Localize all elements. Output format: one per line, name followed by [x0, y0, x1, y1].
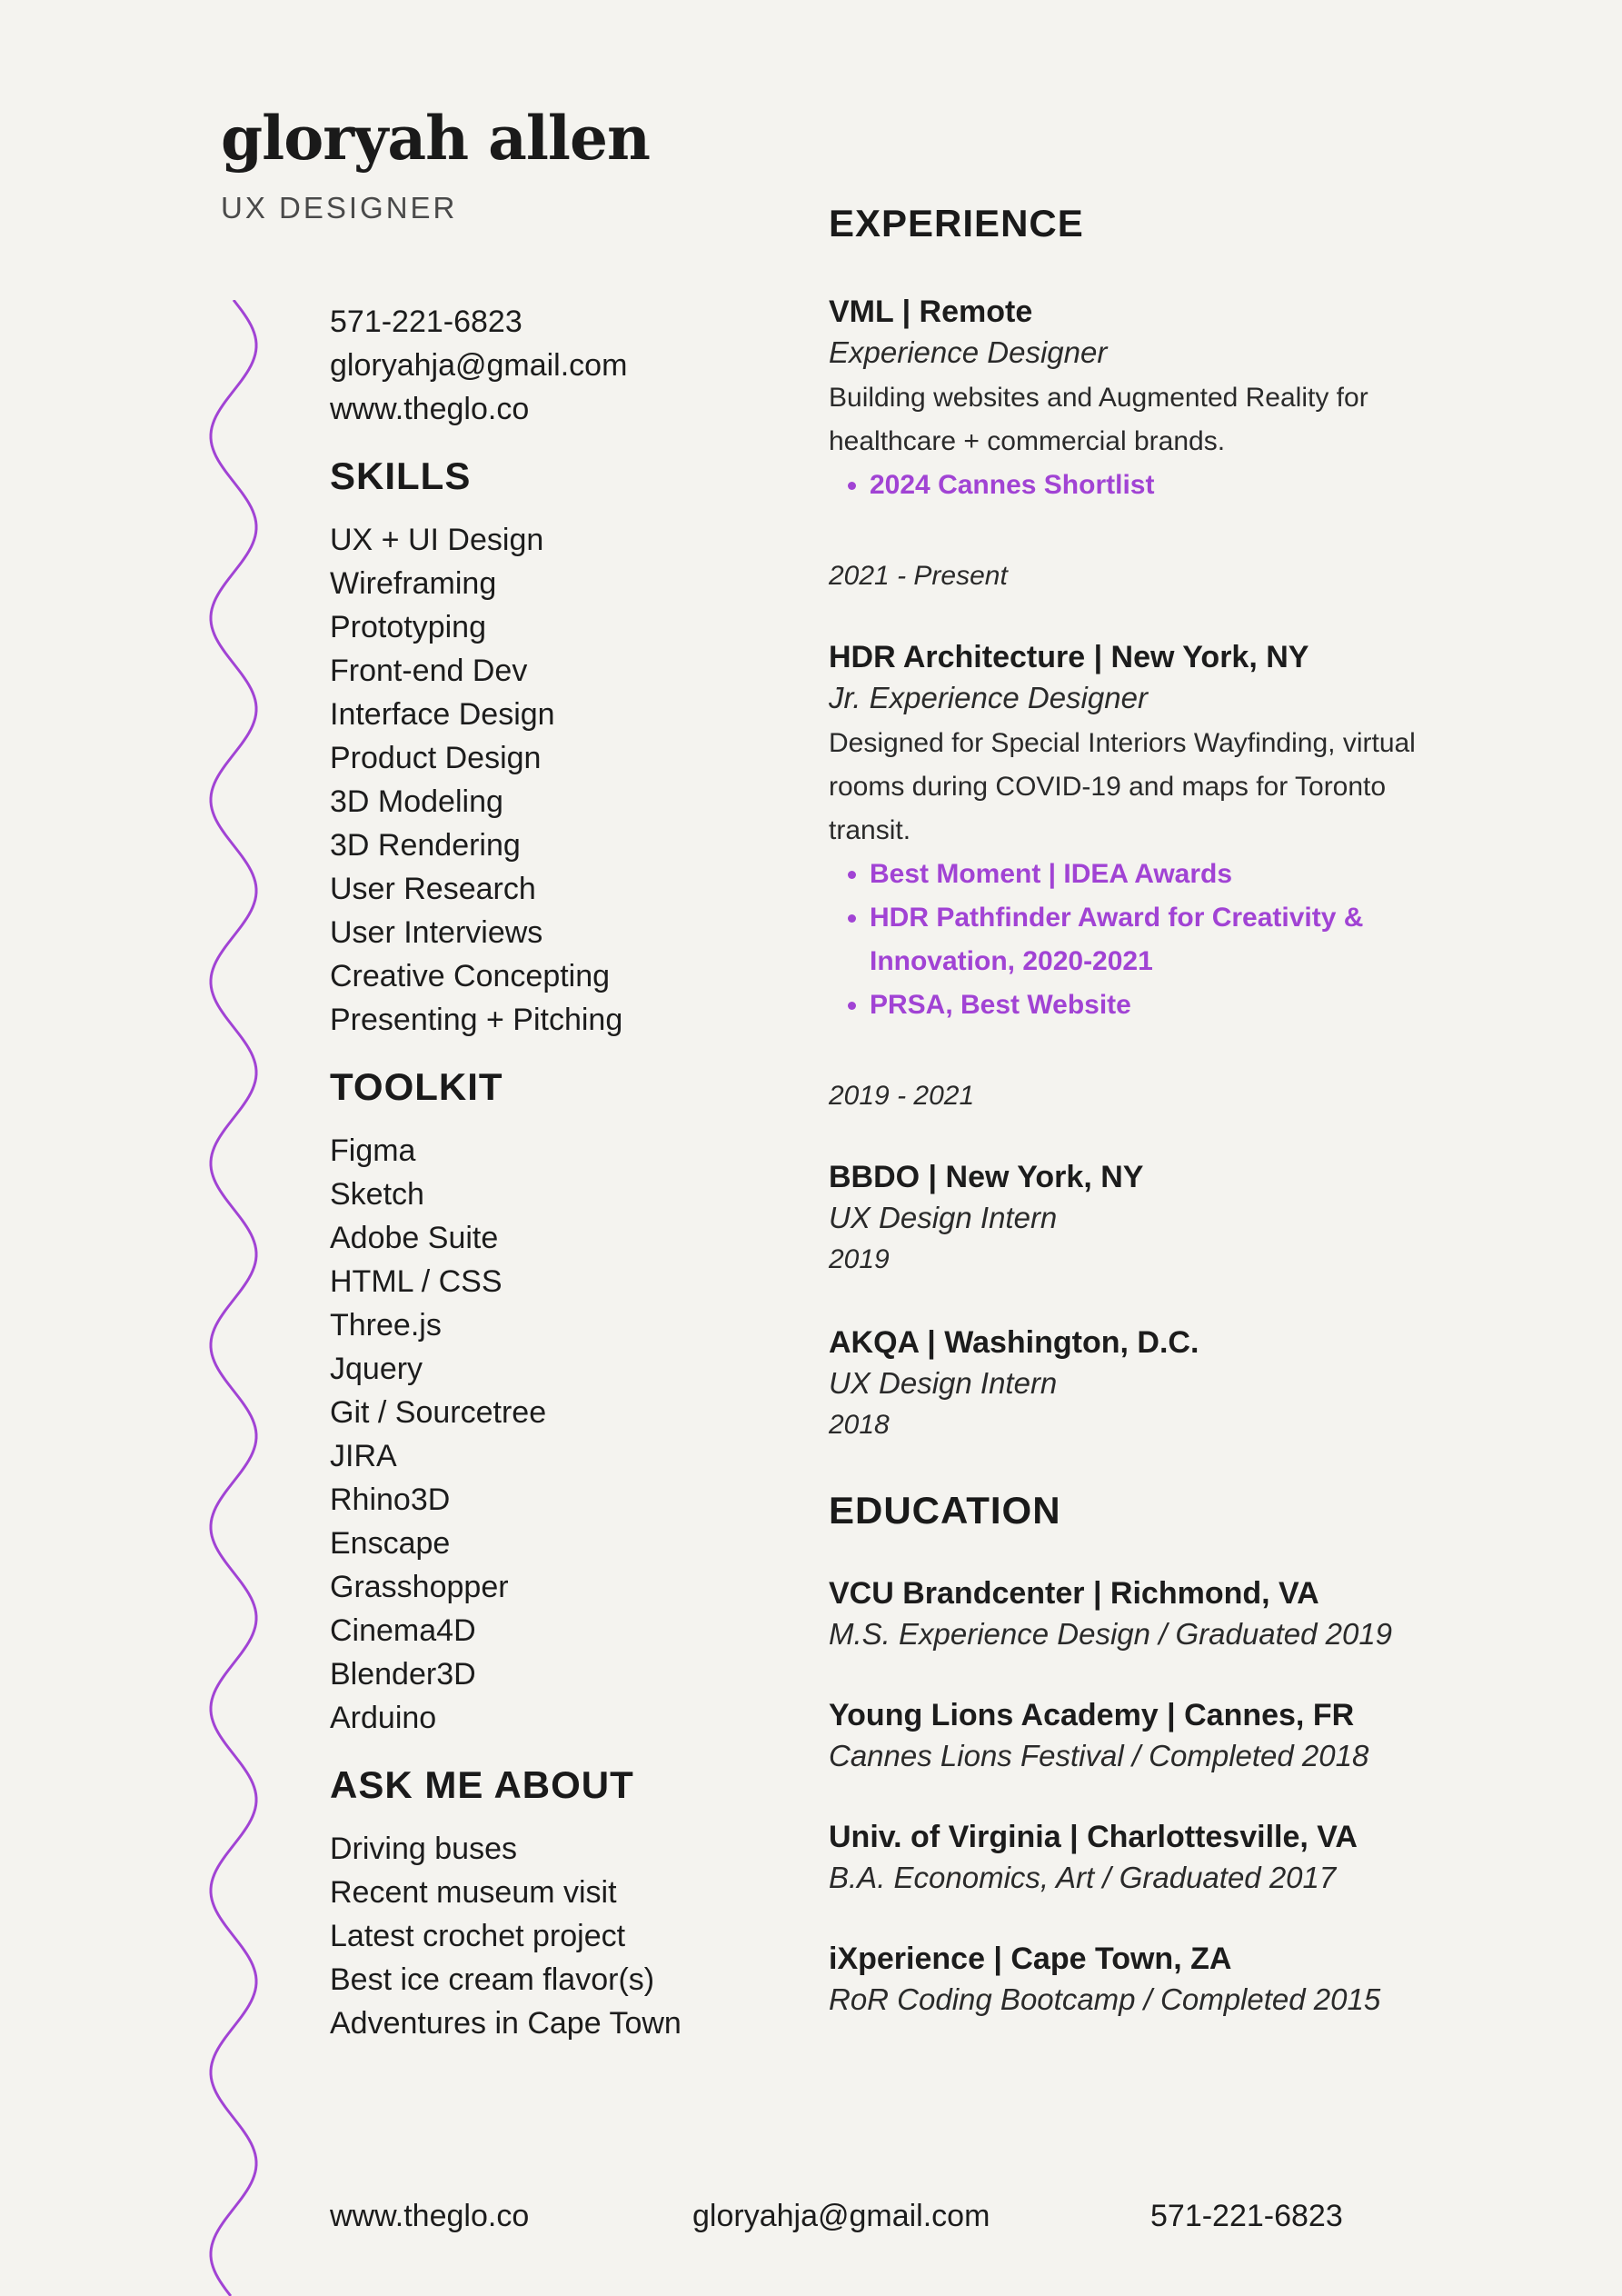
footer-website[interactable]: www.theglo.co [330, 2199, 530, 2233]
skill-item: 3D Modeling [330, 784, 503, 819]
tool-item: Jquery [330, 1352, 423, 1386]
job-dates: 2019 - 2021 [829, 1081, 975, 1111]
education-detail: M.S. Experience Design / Graduated 2019 [829, 1617, 1393, 1651]
tool-item: Git / Sourcetree [330, 1395, 547, 1430]
skill-item: Prototyping [330, 610, 486, 644]
footer-email[interactable]: gloryahja@gmail.com [692, 2199, 990, 2233]
education-entry [829, 1938, 1465, 2020]
tool-item: Three.js [330, 1308, 442, 1343]
education-school: Young Lions Academy | Cannes, FR [829, 1698, 1355, 1732]
education-detail: B.A. Economics, Art / Graduated 2017 [829, 1861, 1337, 1894]
tool-item: Rhino3D [330, 1482, 451, 1517]
job-employer: HDR Architecture | New York, NY [829, 640, 1309, 674]
tool-item: Enscape [330, 1526, 451, 1561]
experience-heading: EXPERIENCE [829, 202, 1084, 245]
tool-item: JIRA [330, 1439, 397, 1473]
tool-item: Grasshopper [330, 1570, 509, 1604]
ask-item: Recent museum visit [330, 1875, 617, 1910]
education-entry [829, 1816, 1465, 1898]
skill-item: Creative Concepting [330, 959, 611, 993]
job-title: UX Design Intern [829, 1201, 1058, 1234]
job-dates: 2019 [829, 1244, 890, 1274]
decorative-wave-line [209, 300, 282, 2296]
skills-list [330, 518, 802, 1042]
job-employer: BBDO | New York, NY [829, 1160, 1144, 1194]
tool-item: HTML / CSS [330, 1264, 503, 1299]
ask-item: Best ice cream flavor(s) [330, 1962, 655, 1997]
education-school: Univ. of Virginia | Charlottesville, VA [829, 1820, 1358, 1854]
job-title: UX Design Intern [829, 1366, 1058, 1400]
job-awards [829, 853, 1465, 1027]
education-heading: EDUCATION [829, 1489, 1061, 1532]
job-entry-vml [829, 291, 1465, 598]
skill-item: User Interviews [330, 915, 543, 950]
job-title: Jr. Experience Designer [829, 681, 1148, 714]
award-item: • PRSA, Best Website [870, 983, 1465, 1027]
contact-phone: 571-221-6823 [330, 304, 522, 339]
contact-email[interactable]: gloryahja@gmail.com [330, 348, 628, 383]
job-entry-akqa [829, 1322, 1465, 1447]
job-entry-hdr [829, 636, 1465, 1118]
award-item: • 2024 Cannes Shortlist [870, 464, 1465, 507]
ask-item: Latest crochet project [330, 1919, 626, 1953]
skill-item: User Research [330, 872, 536, 906]
ask-item: Driving buses [330, 1832, 517, 1866]
skills-heading: SKILLS [330, 454, 472, 497]
skill-item: UX + UI Design [330, 523, 544, 557]
job-dates: 2018 [829, 1410, 890, 1440]
education-school: iXperience | Cape Town, ZA [829, 1942, 1232, 1976]
skill-item: Interface Design [330, 697, 555, 732]
tool-item: Figma [330, 1133, 416, 1168]
resume-name: gloryah allen [221, 103, 650, 174]
ask-item: Adventures in Cape Town [330, 2006, 682, 2041]
job-dates: 2021 - Present [829, 561, 1008, 591]
tool-item: Adobe Suite [330, 1221, 499, 1255]
job-entry-bbdo [829, 1156, 1465, 1282]
job-description: Designed for Special Interiors Wayfinding, virtual rooms during COVID-19 and maps for Toronto transit. [829, 728, 1416, 845]
education-detail: Cannes Lions Festival / Completed 2018 [829, 1739, 1369, 1772]
skill-item: Front-end Dev [330, 654, 528, 688]
skill-item: Wireframing [330, 566, 497, 601]
left-column [330, 300, 802, 2045]
job-awards [829, 464, 1465, 507]
education-school: VCU Brandcenter | Richmond, VA [829, 1576, 1319, 1611]
job-employer: AKQA | Washington, D.C. [829, 1325, 1199, 1360]
tool-item: Arduino [330, 1701, 437, 1735]
skill-item: Presenting + Pitching [330, 1003, 623, 1037]
job-role: UX DESIGNER [221, 191, 458, 225]
award-item: • HDR Pathfinder Award for Creativity & Innovation, 2020-2021 [870, 896, 1465, 983]
job-employer: VML | Remote [829, 294, 1033, 329]
job-title: Experience Designer [829, 335, 1108, 369]
tool-item: Cinema4D [330, 1613, 476, 1648]
tool-item: Blender3D [330, 1657, 476, 1692]
skill-item: 3D Rendering [330, 828, 521, 863]
tool-item: Sketch [330, 1177, 424, 1212]
contact-website[interactable]: www.theglo.co [330, 392, 530, 426]
education-detail: RoR Coding Bootcamp / Completed 2015 [829, 1982, 1381, 2016]
ask-me-about-list [330, 1827, 802, 2045]
award-item: • Best Moment | IDEA Awards [870, 853, 1465, 896]
education-entry [829, 1572, 1465, 1654]
toolkit-list [330, 1129, 802, 1740]
skill-item: Product Design [330, 741, 542, 775]
right-column [829, 198, 1465, 2060]
education-entry [829, 1694, 1465, 1776]
toolkit-heading: TOOLKIT [330, 1065, 503, 1108]
job-description: Building websites and Augmented Reality for healthcare + commercial brands. [829, 383, 1368, 456]
ask-me-about-heading: ASK ME ABOUT [330, 1763, 634, 1806]
footer-phone: 571-221-6823 [1150, 2199, 1343, 2233]
